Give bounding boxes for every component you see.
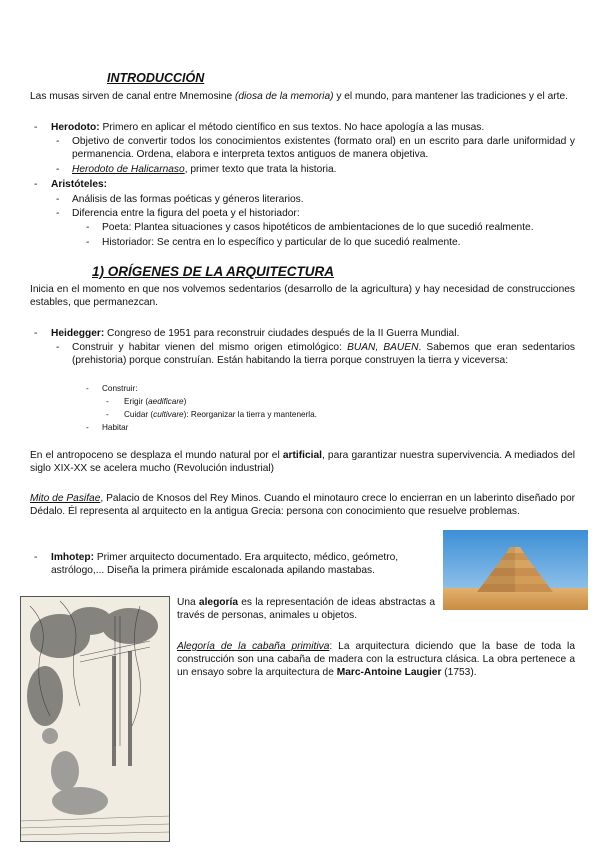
bullet-dash: -: [86, 384, 89, 393]
cabana-paragraph: Alegoría de la cabaña primitiva: La arquitectura diciendo que la base de toda la construcción son una cabaña de madera con la estructura clásica. La obra pertenece a un ensayo sobre la arquitectura de Marc-Antoine Laugier (1753).: [177, 641, 575, 678]
bullet-dash: -: [56, 164, 60, 175]
bullet-dash: -: [56, 208, 60, 219]
antropoceno-paragraph: En el antropoceno se desplaza el mundo natural por el artificial, para garantizar nuestra supervivencia. A mediados del siglo XIX-XX se acelera mucho (Revolución industrial): [30, 450, 575, 474]
section-title: 1) ORÍGENES DE LA ARQUITECTURA: [92, 264, 335, 279]
heidegger-item: Heidegger: Congreso de 1951 para reconstruir ciudades después de la II Guerra Mundial.: [51, 328, 460, 339]
aristoteles-sub2: Diferencia entre la figura del poeta y el historiador:: [72, 208, 300, 219]
herodoto-sub1: Objetivo de convertir todos los conocimientos existentes (formato oral) en un escrito para darle uniformidad y permanencia. Ordena, elabora e interpreta textos antiguos de manera objetiva.: [72, 136, 575, 160]
herodoto-sub2: Herodoto de Halicarnaso, primer texto que trata la historia.: [72, 164, 337, 175]
bullet-dash: -: [56, 194, 60, 205]
heidegger-sub: Construir y habitar vienen del mismo origen etimológico: BUAN, BAUEN. Sabemos que eran sedentarios (prehistoria) porque construían. Están habitando la tierra porque construyen la tierra y viceversa:: [72, 342, 575, 366]
intro-title: INTRODUCCIÓN: [107, 71, 205, 85]
bullet-dash: -: [34, 328, 38, 339]
alegoria-definition: Una alegoría es la representación de ideas abstractas a través de personas, animales u objetos.: [177, 597, 435, 621]
imhotep-item: Imhotep: Primer arquitecto documentado. Era arquitecto, médico, geómetro, astrólogo,... Diseña la primera pirámide escalonada apilando mastabas.: [51, 552, 399, 576]
herodoto-item: Herodoto: Primero en aplicar el método científico en sus textos. No hace apología a las musas.: [51, 122, 485, 133]
erigir-item: Erigir (aedificare): [124, 397, 187, 406]
origins-paragraph: Inicia en el momento en que nos volvemos sedentarios (desarrollo de la agricultura) y hay necesidad de construcciones estables, que permanezcan.: [30, 284, 575, 308]
habitar-item: Habitar: [102, 423, 129, 432]
construir-item: Construir:: [102, 384, 138, 393]
bullet-dash: -: [86, 423, 89, 432]
bullet-dash: -: [34, 179, 38, 190]
bullet-dash: -: [86, 237, 90, 248]
pyramid-image: [443, 530, 588, 610]
bullet-dash: -: [86, 222, 90, 233]
aristoteles-poeta: Poeta: Plantea situaciones y casos hipotéticos de ambientaciones de lo que sucedió realmente.: [102, 222, 534, 233]
bullet-dash: -: [34, 552, 38, 563]
aristoteles-sub1: Análisis de las formas poéticas y géneros literarios.: [72, 194, 304, 205]
aristoteles-item: Aristóteles:: [51, 179, 108, 190]
cuidar-item: Cuidar (cultivare): Reorganizar la tierra y mantenerla.: [124, 410, 317, 419]
mito-paragraph: Mito de Pasifae, Palacio de Knosos del Rey Minos. Cuando el minotauro crece lo encierran en un laberinto diseñado por Dédalo. Él representa al arquitecto en la antigua Grecia: persona con conocimiento que resuelve problemas.: [30, 493, 576, 517]
bullet-dash: -: [106, 410, 109, 419]
aristoteles-historiador: Historiador: Se centra en lo específico y particular de lo que sucedió realmente.: [102, 237, 461, 248]
bullet-dash: -: [56, 342, 60, 353]
cabana-engraving-image: [20, 596, 170, 842]
bullet-dash: -: [34, 122, 38, 133]
bullet-dash: -: [106, 397, 109, 406]
intro-paragraph: Las musas sirven de canal entre Mnemosine (diosa de la memoria) y el mundo, para mantener las tradiciones y el arte.: [30, 91, 568, 102]
bullet-dash: -: [56, 136, 60, 147]
